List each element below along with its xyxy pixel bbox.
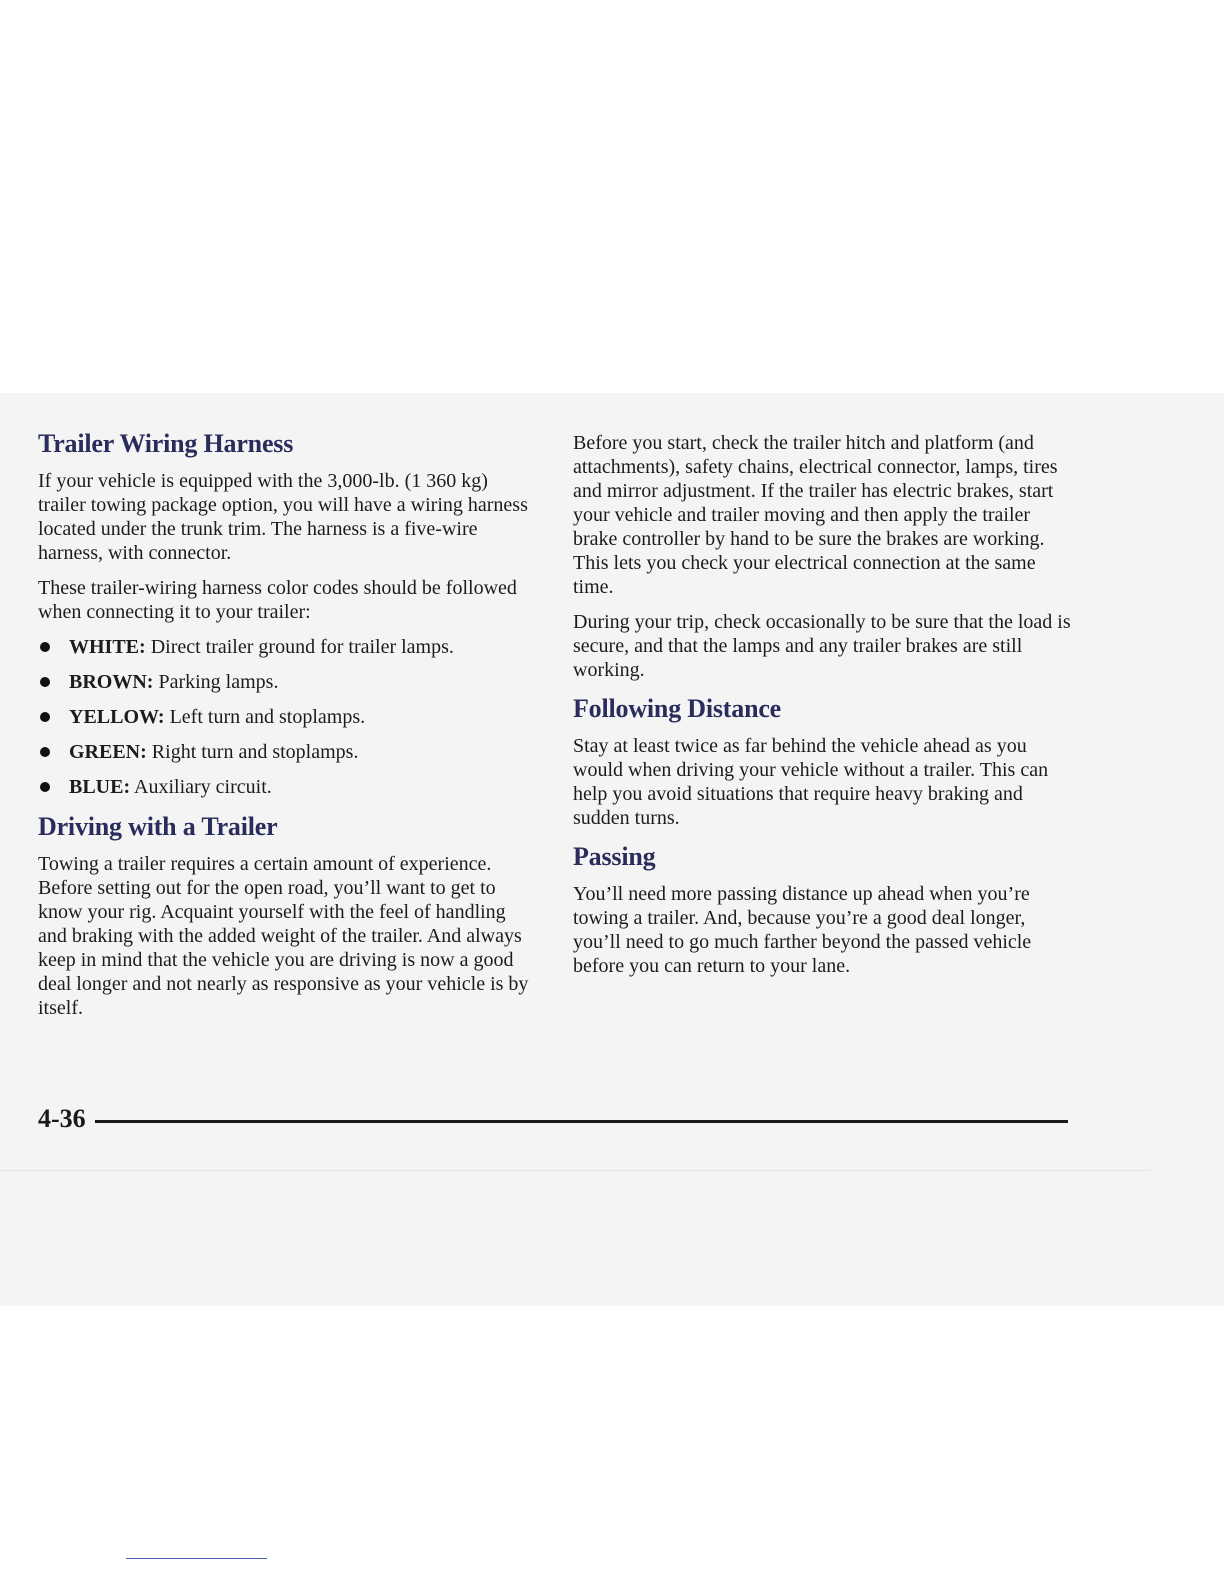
color-term-yellow: YELLOW:: [69, 706, 165, 728]
color-code-list: [38, 635, 538, 799]
page-footer: [38, 1104, 1068, 1136]
color-desc-yellow: Left turn and stoplamps.: [164, 706, 366, 728]
bullet-icon: [40, 677, 50, 687]
color-term-green: GREEN:: [69, 741, 147, 763]
heading-passing: Passing: [573, 842, 656, 871]
list-item-blue: [38, 775, 538, 799]
footer-rule: [95, 1120, 1068, 1123]
paragraph-harness-intro: If your vehicle is equipped with the 3,000-lb. (1 360 kg) trailer towing package option, you will have a wiring harness located under the trunk trim. The harness is a five-wire harness, with connector.: [38, 470, 528, 564]
list-item-brown: [38, 670, 538, 694]
heading-trailer-wiring-harness: Trailer Wiring Harness: [38, 429, 294, 458]
color-term-blue: BLUE:: [69, 776, 131, 798]
right-column: [573, 428, 1073, 989]
bullet-icon: [40, 642, 50, 652]
color-term-white: WHITE:: [69, 636, 146, 658]
color-desc-green: Right turn and stoplamps.: [146, 741, 359, 763]
bottom-link-underline: [126, 1558, 267, 1559]
bullet-icon: [40, 782, 50, 792]
paragraph-passing: You’ll need more passing distance up ahead when you’re towing a trailer. And, because you’re a good deal longer, you’ll need to go much farther beyond the passed vehicle before you can return to your lane.: [573, 883, 1032, 977]
color-desc-blue: Auxiliary circuit.: [130, 776, 272, 798]
list-item-yellow: [38, 705, 538, 729]
heading-driving-with-a-trailer: Driving with a Trailer: [38, 812, 278, 841]
heading-following-distance: Following Distance: [573, 694, 782, 723]
list-item-green: [38, 740, 538, 764]
bullet-icon: [40, 712, 50, 722]
page-number: 4-36: [38, 1104, 86, 1133]
paragraph-before-you-start: Before you start, check the trailer hitch and platform (and attachments), safety chains, electrical connector, lamps, tires and mirror adjustment. If the trailer has electric brakes, start your vehicle and trailer moving and then apply the trailer brake controller by hand to be sure the brakes are working. This lets you check your electrical connection at the same time.: [573, 432, 1058, 598]
color-term-brown: BROWN:: [69, 671, 154, 693]
color-desc-brown: Parking lamps.: [153, 671, 279, 693]
paragraph-driving-trailer: Towing a trailer requires a certain amount of experience. Before setting out for the open road, you’ll want to get to know your rig. Acquaint yourself with the feel of handling and braking with the added weight of the trailer. And always keep in mind that the vehicle you are driving is now a good deal longer and not nearly as responsive as your vehicle is by itself.: [38, 853, 529, 1019]
scan-divider: [0, 1170, 1150, 1171]
paragraph-following-distance: Stay at least twice as far behind the vehicle ahead as you would when driving your vehicle without a trailer. This can help you avoid situations that require heavy braking and sudden turns.: [573, 735, 1049, 829]
paragraph-color-codes: These trailer-wiring harness color codes should be followed when connecting it to your trailer:: [38, 577, 517, 623]
paragraph-during-trip: During your trip, check occasionally to be sure that the load is secure, and that the lamps and any trailer brakes are still working.: [573, 611, 1071, 681]
list-item-white: [38, 635, 538, 659]
color-desc-white: Direct trailer ground for trailer lamps.: [145, 636, 454, 658]
bullet-icon: [40, 747, 50, 757]
left-column: [38, 428, 538, 1031]
